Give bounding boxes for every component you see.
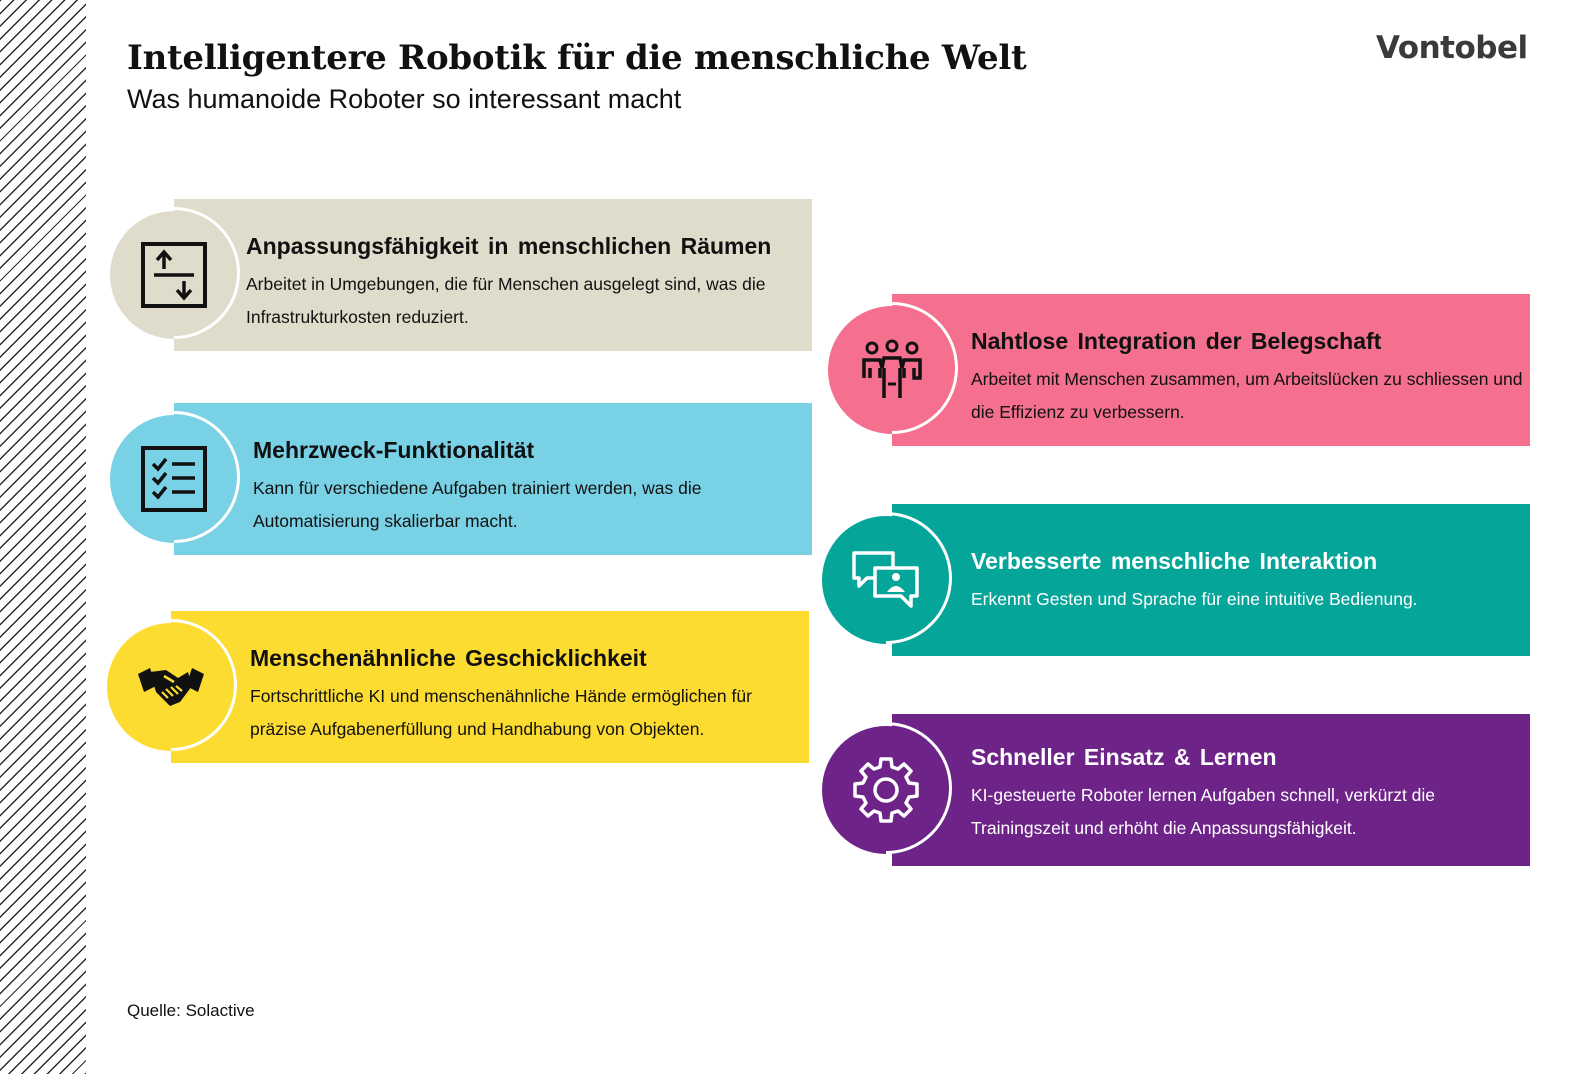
hatched-border [0, 0, 86, 1074]
card-workforce-integration [826, 294, 1532, 446]
card-dexterity [105, 611, 811, 763]
card-title: Anpassungsfähigkeit in menschlichen Räumen [246, 233, 772, 259]
card-title: Verbesserte menschliche Interaktion [971, 548, 1378, 574]
card-text [971, 328, 1531, 429]
card-text [971, 744, 1526, 845]
card-text [971, 548, 1526, 616]
card-title: Menschenähnliche Geschicklichkeit [250, 645, 647, 671]
card-title: Nahtlose Integration der Belegschaft [971, 328, 1382, 354]
page-title: Intelligentere Robotik für die menschliche Welt [127, 38, 1027, 78]
card-description: KI-gesteuerte Roboter lernen Aufgaben schnell, verkürzt die Trainingszeit und erhöht die Anpassungsfähigkeit. [971, 785, 1436, 838]
card-description: Erkennt Gesten und Sprache für eine intuitive Bedienung. [971, 589, 1418, 609]
page-subtitle: Was humanoide Roboter so interessant macht [127, 84, 682, 114]
card-title: Schneller Einsatz & Lernen [971, 744, 1277, 770]
card-description: Arbeitet in Umgebungen, die für Menschen ausgelegt sind, was die Infrastrukturkosten reduziert. [246, 274, 766, 327]
card-multipurpose [108, 403, 814, 555]
card-description: Arbeitet mit Menschen zusammen, um Arbeitslücken zu schliessen und die Effizienz zu verbessern. [971, 369, 1523, 422]
card-title: Mehrzweck-Funktionalität [253, 437, 535, 463]
card-adaptability [108, 199, 814, 351]
card-fast-deployment [820, 714, 1532, 866]
card-text [246, 233, 806, 334]
card-description: Fortschrittliche KI und menschenähnliche Hände ermöglichen für präzise Aufgabenerfüllung und Handhabung von Objekten. [250, 686, 752, 739]
card-human-interaction [820, 504, 1532, 656]
card-description: Kann für verschiedene Aufgaben trainiert werden, was die Automatisierung skalierbar macht. [253, 478, 702, 531]
vontobel-logo: Vontobel [1376, 30, 1528, 66]
card-text [253, 437, 803, 538]
card-text [250, 645, 805, 746]
source-note: Quelle: Solactive [127, 1001, 255, 1020]
